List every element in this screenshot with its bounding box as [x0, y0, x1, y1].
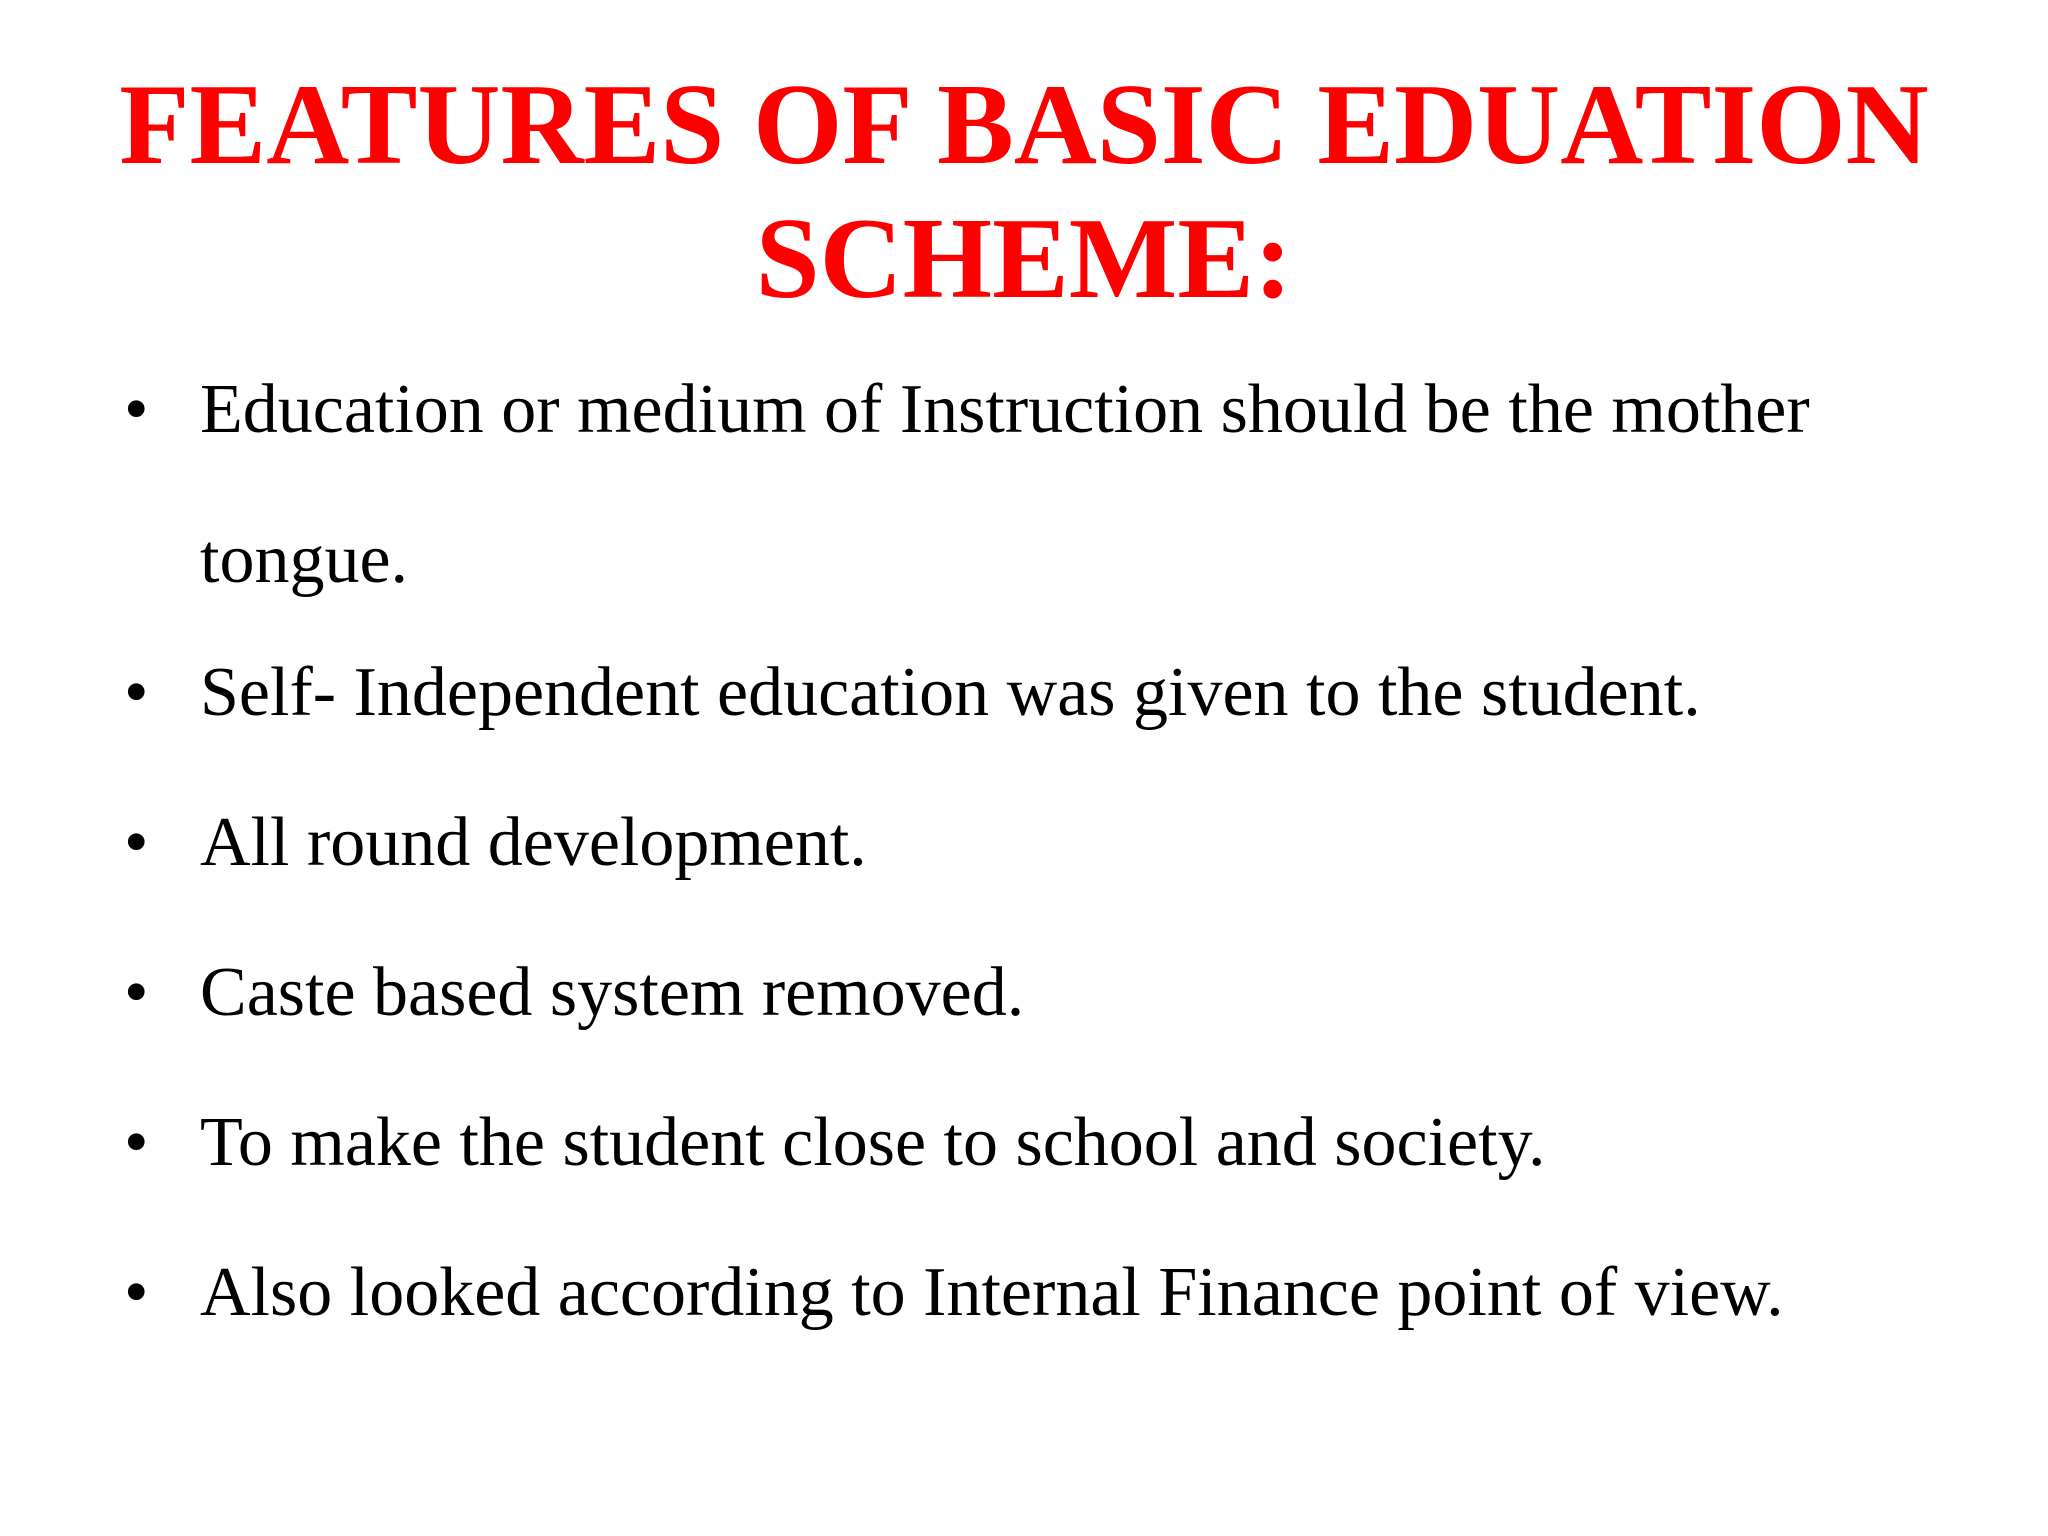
slide-title-line-1: FEATURES OF BASIC EDUATION	[119, 61, 1929, 188]
bullet-icon: •	[124, 1104, 149, 1181]
bullet-text: Self- Independent education was given to the student.	[200, 654, 1701, 731]
bullet-icon: •	[124, 954, 149, 1031]
bullet-text: Education or medium of Instruction should be the mother tongue.	[200, 371, 1810, 598]
bullet-icon: •	[124, 371, 149, 448]
bullet-text: To make the student close to school and society.	[200, 1104, 1546, 1181]
bullet-text: Also looked according to Internal Finance point of view.	[200, 1254, 1784, 1331]
bullet-icon: •	[124, 654, 149, 731]
bullet-icon: •	[124, 804, 149, 881]
slide-title-line-2: SCHEME:	[755, 195, 1293, 322]
bullet-text: All round development.	[200, 804, 867, 881]
bullet-icon: •	[124, 1254, 149, 1331]
bullet-text: Caste based system removed.	[200, 954, 1025, 1031]
